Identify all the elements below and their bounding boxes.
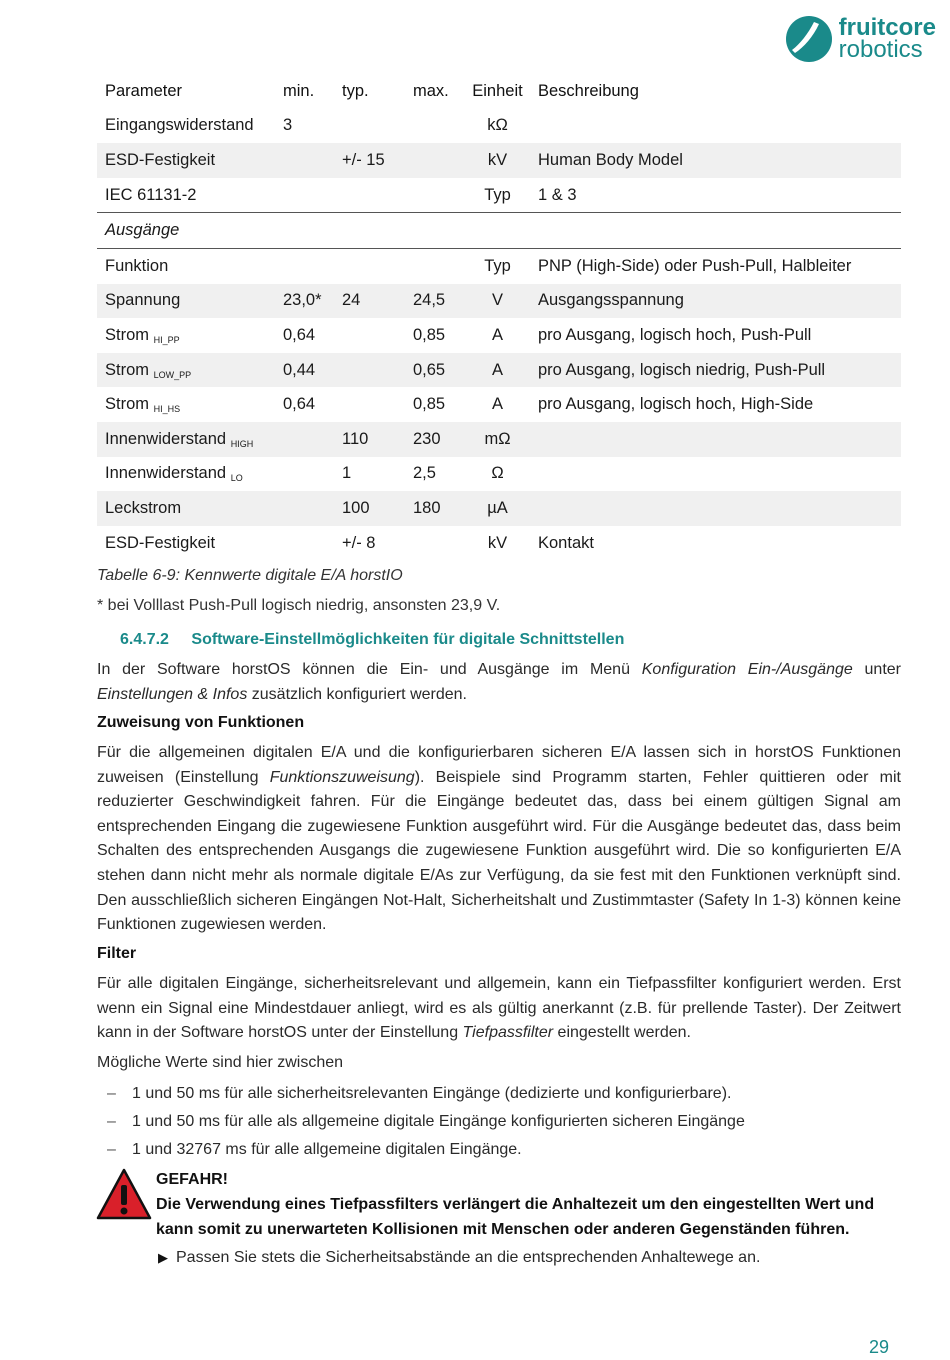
table-row — [97, 248, 901, 283]
instruction-text: Passen Sie stets die Sicherheitsabstände an die entsprechenden Anhaltewege an. — [176, 1249, 761, 1266]
filter-lead: Mögliche Werte sind hier zwischen — [97, 1054, 344, 1071]
section-number: 6.4.7.2 — [120, 631, 169, 648]
list-item: – 1 und 32767 ms für alle allgemeine digitalen Eingänge. — [107, 1141, 522, 1158]
cell-min: 3 — [283, 116, 293, 135]
filter-value-list — [107, 1080, 745, 1164]
table-row — [97, 457, 901, 492]
cell-max: 180 — [405, 491, 465, 526]
table-row — [97, 143, 901, 178]
cell-unit: kV — [487, 533, 508, 552]
cell-parameter: Leckstrom — [97, 491, 275, 526]
table-caption: Tabelle 6-9: Kennwerte digitale E/A horstIO — [97, 567, 403, 584]
cell-typ — [334, 318, 405, 353]
section-heading — [120, 631, 624, 649]
cell-parameter: Innenwiderstand LO — [105, 464, 243, 484]
cell-max — [405, 109, 465, 144]
cell-typ: 110 — [334, 422, 405, 457]
cell-max: 0,65 — [405, 353, 465, 388]
cell-min: 0,44 — [275, 353, 334, 388]
table-row — [97, 387, 901, 422]
cell-description: PNP (High-Side) oder Push-Pull, Halbleiter — [538, 256, 852, 275]
subscript: HIGH — [230, 438, 254, 449]
list-item: – 1 und 50 ms für alle sicherheitsrelevanten Eingänge (dedizierte und konfigurierbare). — [107, 1085, 732, 1102]
cell-min: 23,0* — [275, 284, 334, 319]
logo-text-line2: robotics — [838, 36, 923, 63]
cell-min — [275, 178, 334, 213]
cell-max — [405, 526, 465, 561]
cell-description: 1 & 3 — [538, 185, 577, 204]
zuweisung-paragraph: Für die allgemeinen digitalen E/A und die konfigurierbaren sicheren E/A lassen sich in horstOS Funktionen zuweisen (Einstellung Funktionszuweisung). Beispiele sind Programm starten, Fehler quittieren oder mit reduzierter Geschwindigkeit fahren. Für die Eingänge bedeutet das, dass bei einem gültigen Signal am entsprechenden Eingang die zugewiesene Funktion ausgeführt wird. Für die Ausgänge bedeutet das, dass beim Schalten des entsprechenden Ausgangs die zugewiesene Funktion ausgeführt wird. Die so konfigurierten E/A stehen dann nicht mehr als normale digitale E/As zur Verfügung, da sie fest mit den Funktionen verknüpft sind. Den ausschließlich sicheren Eingängen Not-Halt, Sicherheitshalt und Zustimmtaster (Safety In 1-3) können keine Funktionen zugewiesen werden. — [97, 744, 901, 934]
cell-unit: A — [491, 395, 503, 414]
cell-description — [530, 422, 901, 457]
cell-parameter: Strom HI_HS — [105, 395, 181, 415]
menu-reference: Einstellungen & Infos — [97, 685, 248, 703]
cell-max — [405, 143, 465, 178]
cell-min — [275, 248, 334, 283]
arrow-right-icon: ▶ — [158, 1250, 168, 1265]
cell-max: 0,85 — [413, 325, 446, 344]
cell-description — [530, 491, 901, 526]
cell-typ: +/- 8 — [342, 533, 376, 552]
subscript: HI_PP — [153, 334, 180, 345]
cell-unit: mΩ — [465, 422, 530, 457]
table-header-row — [97, 74, 901, 109]
menu-reference: Konfiguration Ein-/Ausgänge — [641, 661, 853, 678]
table-row — [97, 353, 901, 388]
cell-parameter: ESD-Festigkeit — [105, 533, 216, 552]
header-parameter: Parameter — [105, 81, 183, 100]
cell-max: 0,85 — [413, 395, 446, 414]
cell-max — [405, 248, 465, 283]
cell-typ: 100 — [334, 491, 405, 526]
header-min: min. — [283, 81, 315, 100]
section-label-outputs: Ausgänge — [97, 213, 901, 249]
header-max: max. — [413, 81, 449, 100]
cell-min — [275, 457, 334, 492]
cell-description: Human Body Model — [530, 143, 901, 178]
subscript: LOW_PP — [153, 369, 192, 380]
cell-unit: kV — [465, 143, 530, 178]
cell-min — [275, 143, 334, 178]
cell-typ — [334, 353, 405, 388]
danger-warning-icon — [96, 1168, 152, 1220]
list-item: – 1 und 50 ms für alle als allgemeine digitale Eingänge konfigurierten sicheren Eingänge — [107, 1113, 745, 1130]
table-footnote: * bei Volllast Push-Pull logisch niedrig, ansonsten 23,9 V. — [97, 597, 501, 614]
subheading-zuweisung: Zuweisung von Funktionen — [97, 714, 305, 731]
cell-description: pro Ausgang, logisch hoch, High-Side — [538, 395, 814, 414]
header-typ: typ. — [342, 81, 369, 100]
cell-parameter: Strom HI_PP — [105, 325, 180, 345]
cell-unit: Typ — [484, 185, 511, 204]
cell-min: 0,64 — [283, 325, 316, 344]
table-row — [97, 422, 901, 457]
cell-unit: µA — [465, 491, 530, 526]
cell-max: 230 — [405, 422, 465, 457]
cell-typ: 1 — [342, 464, 352, 483]
table-row — [97, 178, 901, 213]
cell-parameter: Spannung — [97, 284, 275, 319]
subscript: LO — [230, 473, 243, 484]
warning-instruction — [158, 1249, 760, 1267]
page-number: 29 — [869, 1337, 890, 1357]
cell-parameter: Strom LOW_PP — [97, 353, 275, 388]
cell-unit: V — [465, 284, 530, 319]
cell-typ — [334, 109, 405, 144]
table-row — [97, 109, 901, 144]
table-section-row — [97, 213, 901, 249]
cell-unit: Typ — [484, 256, 511, 275]
table-row — [97, 526, 901, 561]
table-row — [97, 491, 901, 526]
cell-description: Ausgangsspannung — [530, 284, 901, 319]
intro-paragraph: In der Software horstOS können die Ein- und Ausgänge im Menü Konfiguration Ein-/Ausgänge unter Einstellungen & Infos zusätzlich konfiguriert werden. — [97, 661, 901, 703]
cell-unit: kΩ — [487, 116, 508, 135]
cell-description — [530, 109, 901, 144]
parameter-table — [97, 74, 901, 560]
header-description: Beschreibung — [538, 81, 639, 100]
cell-description: pro Ausgang, logisch niedrig, Push-Pull — [530, 353, 901, 388]
warning-text: Die Verwendung eines Tiefpassfilters verlängert die Anhaltezeit um den eingestellten Wert und kann somit zu unerwarteten Kollisionen mit Menschen oder anderen Gegenständen führen. — [156, 1196, 875, 1238]
header-unit: Einheit — [472, 81, 523, 100]
cell-unit: Ω — [491, 464, 504, 483]
cell-min — [275, 491, 334, 526]
cell-max: 24,5 — [405, 284, 465, 319]
cell-description: Kontakt — [538, 533, 594, 552]
cell-parameter: Eingangswiderstand — [105, 116, 254, 135]
cell-typ — [334, 248, 405, 283]
subscript: HI_HS — [153, 404, 181, 415]
subheading-filter: Filter — [97, 945, 137, 962]
cell-unit: A — [491, 325, 503, 344]
cell-parameter: IEC 61131-2 — [105, 185, 197, 204]
cell-min — [275, 422, 334, 457]
cell-unit: A — [465, 353, 530, 388]
logo-text-line1: fruitcore — [838, 14, 936, 41]
cell-min: 0,64 — [283, 395, 316, 414]
table-row — [97, 318, 901, 353]
cell-typ: 24 — [334, 284, 405, 319]
filter-paragraph: Für alle digitalen Eingänge, sicherheitsrelevant und allgemein, kann ein Tiefpassfilter konfiguriert werden. Erst wenn ein Signal eine Mindestdauer anliegt, wird es als gültig anerkannt (z.B. für prellende Taster). Der Zeitwert kann in der Software horstOS unter der Einstellung Tiefpassfilter eingestellt werden. — [97, 975, 901, 1042]
company-logo — [784, 14, 936, 64]
cell-max: 2,5 — [413, 464, 436, 483]
cell-typ — [334, 387, 405, 422]
cell-description: pro Ausgang, logisch hoch, Push-Pull — [538, 325, 812, 344]
cell-description — [530, 457, 901, 492]
warning-title: GEFAHR! — [156, 1171, 228, 1188]
setting-reference: Funktionszuweisung — [269, 768, 415, 786]
section-title: Software-Einstellmöglichkeiten für digitale Schnittstellen — [191, 631, 625, 648]
table-row — [97, 284, 901, 319]
cell-max — [405, 178, 465, 213]
cell-typ: +/- 15 — [334, 143, 405, 178]
cell-parameter: Funktion — [105, 256, 169, 275]
fruitcore-logo-icon — [784, 14, 834, 64]
setting-reference: Tiefpassfilter — [462, 1024, 554, 1042]
cell-parameter: Innenwiderstand HIGH — [97, 422, 275, 457]
cell-min — [275, 526, 334, 561]
cell-parameter: ESD-Festigkeit — [97, 143, 275, 178]
cell-typ — [334, 178, 405, 213]
